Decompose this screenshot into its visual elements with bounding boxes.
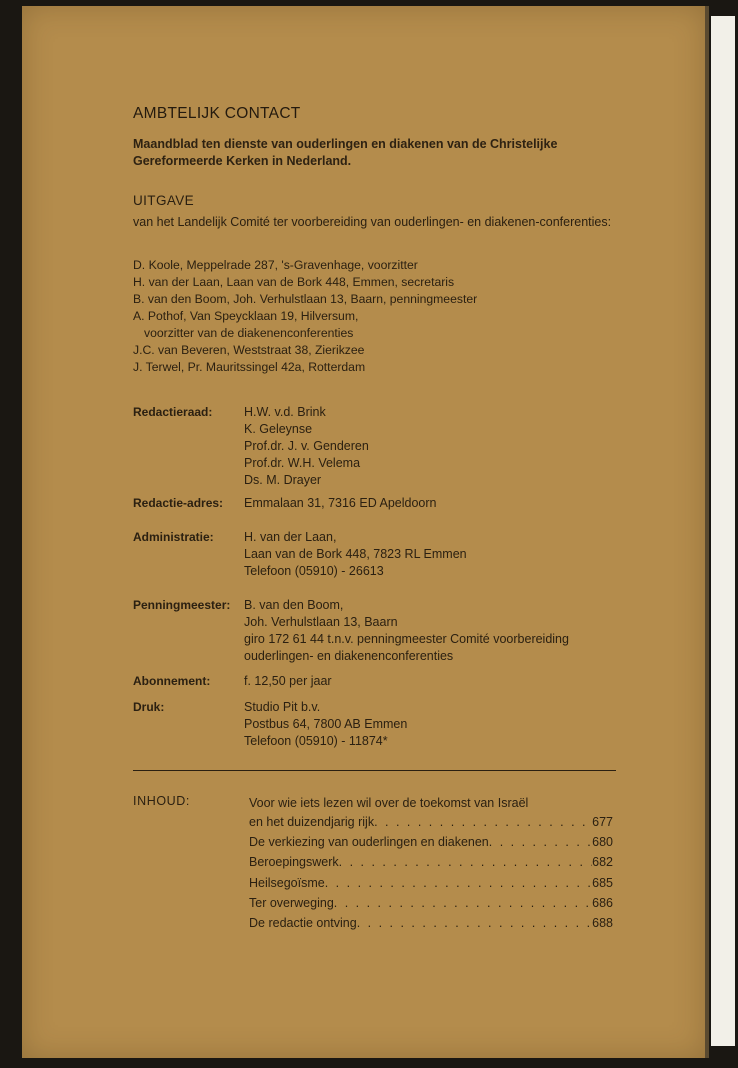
toc-entry-title: De verkiezing van ouderlingen en diakenen bbox=[249, 835, 489, 850]
uitgave-heading: UITGAVE bbox=[133, 193, 195, 208]
administratie-values bbox=[244, 529, 467, 580]
address-line: Studio Pit b.v. bbox=[244, 700, 321, 714]
toc-entry-first-line: Voor wie iets lezen wil over de toekomst van Israël bbox=[249, 796, 529, 810]
redactieraad-label: Redactieraad: bbox=[133, 405, 213, 419]
address-line: Telefoon (05910) - 11874* bbox=[244, 734, 388, 748]
editor-name: Prof.dr. J. v. Genderen bbox=[244, 439, 369, 453]
toc-entry-page: 682 bbox=[592, 855, 613, 870]
druk-label: Druk: bbox=[133, 700, 165, 714]
toc-entry-title: en het duizendjarig rijk bbox=[249, 815, 375, 829]
committee-member: B. van den Boom, Joh. Verhulstlaan 13, Baarn, penningmeester bbox=[133, 292, 478, 306]
redactie-adres-values bbox=[244, 495, 437, 512]
price-line: f. 12,50 per jaar bbox=[244, 674, 332, 688]
redactieraad-values bbox=[244, 404, 369, 489]
toc-leader bbox=[374, 812, 592, 832]
toc-entry-page: 680 bbox=[592, 835, 613, 850]
toc-leader bbox=[325, 873, 592, 893]
toc-entry-title: De redactie ontving bbox=[249, 916, 357, 931]
committee-list bbox=[133, 257, 477, 376]
toc-entry-title: Beroepingswerk bbox=[249, 855, 339, 870]
toc-entry-page: 688 bbox=[592, 916, 613, 931]
address-line: Telefoon (05910) - 26613 bbox=[244, 564, 384, 578]
divider bbox=[133, 770, 616, 771]
toc-entry[interactable] bbox=[249, 913, 613, 933]
editor-name: H.W. v.d. Brink bbox=[244, 405, 326, 419]
toc-leader bbox=[339, 852, 593, 872]
druk-values bbox=[244, 699, 407, 750]
toc-entry[interactable] bbox=[249, 832, 613, 852]
toc-entry-title: Ter overweging bbox=[249, 895, 334, 910]
uitgave-intro: van het Landelijk Comité ter voorbereiding van ouderlingen- en diakenen-conferenties: bbox=[133, 215, 612, 229]
penningmeester-values bbox=[244, 597, 569, 665]
toc-entry[interactable] bbox=[249, 852, 613, 872]
address-line: ouderlingen- en diakenenconferenties bbox=[244, 649, 454, 663]
address-line: Laan van de Bork 448, 7823 RL Emmen bbox=[244, 547, 467, 561]
address-line: giro 172 61 44 t.n.v. penningmeester Comité voorbereiding bbox=[244, 632, 569, 646]
committee-member: A. Pothof, Van Speycklaan 19, Hilversum, bbox=[133, 309, 359, 323]
scan-edge-strip bbox=[711, 16, 735, 1046]
toc-leader bbox=[357, 913, 592, 933]
toc-entry-page: 685 bbox=[592, 875, 613, 890]
table-of-contents bbox=[249, 795, 613, 933]
committee-member: J. Terwel, Pr. Mauritssingel 42a, Rotterdam bbox=[133, 360, 366, 374]
address-line: Emmalaan 31, 7316 ED Apeldoorn bbox=[244, 496, 437, 510]
toc-entry[interactable] bbox=[249, 812, 613, 832]
toc-entry[interactable] bbox=[249, 873, 613, 893]
committee-member: H. van der Laan, Laan van de Bork 448, Emmen, secretaris bbox=[133, 275, 455, 289]
abonnement-values bbox=[244, 673, 332, 690]
toc-entry[interactable] bbox=[249, 893, 613, 913]
committee-member: D. Koole, Meppelrade 287, 's-Gravenhage, voorzitter bbox=[133, 258, 418, 272]
scan-edge bbox=[709, 0, 738, 1068]
address-line: H. van der Laan, bbox=[244, 530, 337, 544]
penningmeester-label: Penningmeester: bbox=[133, 598, 231, 612]
redactie-adres-label: Redactie-adres: bbox=[133, 496, 224, 510]
editor-name: Ds. M. Drayer bbox=[244, 473, 322, 487]
toc-entry-page: 686 bbox=[592, 895, 613, 910]
address-line: Joh. Verhulstlaan 13, Baarn bbox=[244, 615, 398, 629]
toc-label: INHOUD: bbox=[133, 794, 190, 808]
abonnement-label: Abonnement: bbox=[133, 674, 211, 688]
toc-leader bbox=[489, 832, 592, 852]
magazine-subtitle: Maandblad ten dienste van ouderlingen en diakenen van de Christelijke Gereformeerde Kerken in Nederland. bbox=[133, 137, 558, 168]
magazine-title: AMBTELIJK CONTACT bbox=[133, 105, 301, 122]
address-line: Postbus 64, 7800 AB Emmen bbox=[244, 717, 408, 731]
editor-name: K. Geleynse bbox=[244, 422, 313, 436]
toc-entry-page: 677 bbox=[592, 815, 613, 829]
toc-entry-title: Heilsegoïsme bbox=[249, 875, 325, 890]
toc-leader bbox=[334, 893, 592, 913]
administratie-label: Administratie: bbox=[133, 530, 214, 544]
editor-name: Prof.dr. W.H. Velema bbox=[244, 456, 361, 470]
address-line: B. van den Boom, bbox=[244, 598, 344, 612]
committee-member: J.C. van Beveren, Weststraat 38, Zierikzee bbox=[133, 343, 365, 357]
committee-member-continued: voorzitter van de diakenenconferenties bbox=[144, 326, 354, 340]
